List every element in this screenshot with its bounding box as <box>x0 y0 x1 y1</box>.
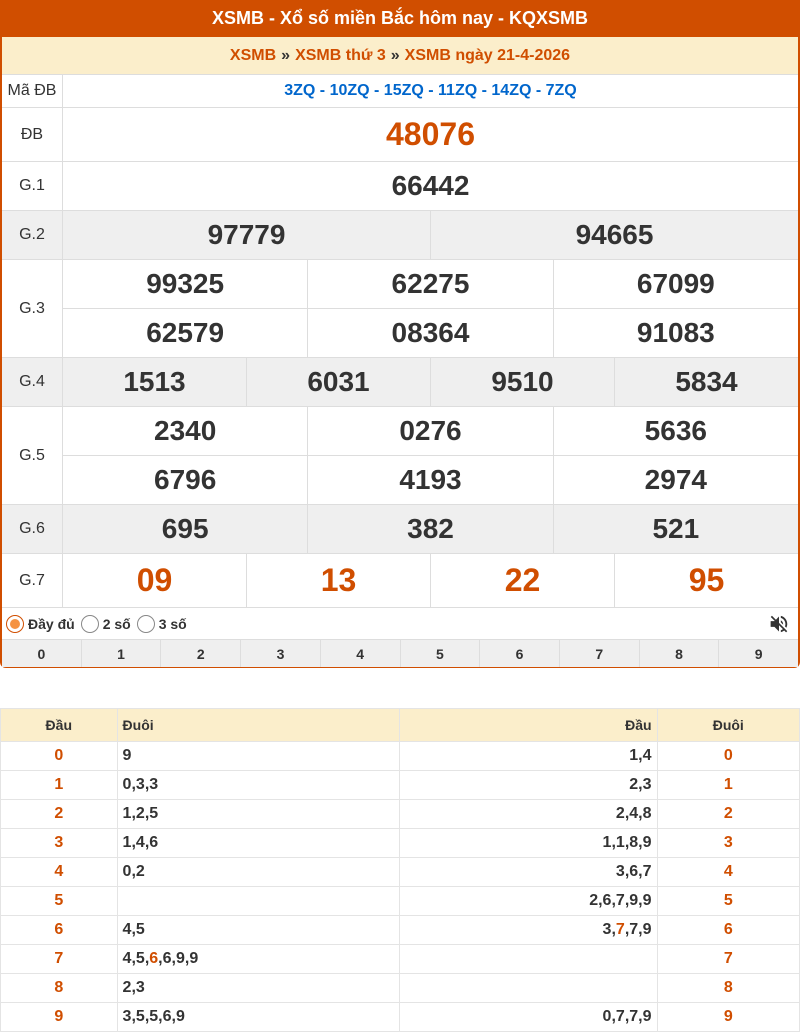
loto-digit: 8 <box>629 834 639 851</box>
loto-digit: 2 <box>615 805 625 822</box>
duoi-digit: 5 <box>657 887 799 916</box>
prize-number: 5636 <box>553 407 798 455</box>
loto-digit: 7 <box>615 892 625 909</box>
prize-number: 66442 <box>391 170 470 201</box>
loto-digit: 0 <box>602 1008 612 1025</box>
duoi-list: 4,5 <box>117 916 399 945</box>
loto-digit: 5 <box>149 805 159 822</box>
loto-digit: 3 <box>615 863 625 880</box>
table-row <box>1 742 800 771</box>
breadcrumb-xsmb[interactable]: XSMB <box>229 46 277 64</box>
breadcrumb-date[interactable]: XSMB ngày 21-4-2026 <box>404 46 571 64</box>
loto-digit: 9 <box>175 1008 185 1025</box>
duoi-digit: 0 <box>657 742 799 771</box>
table-row <box>1 829 800 858</box>
page-title: XSMB - Xổ số miền Bắc hôm nay - KQXSMB <box>0 0 800 37</box>
dau-list: 2,6,7,9,9 <box>399 887 657 916</box>
loto-digit: 4 <box>122 921 132 938</box>
loto-digit: 7 <box>615 921 625 938</box>
table-row <box>1 945 800 974</box>
loto-digit: 4 <box>642 747 652 764</box>
loto-digit: 7 <box>629 921 639 938</box>
loto-digit: 0 <box>122 776 132 793</box>
loto-digit: 9 <box>175 950 185 967</box>
display-options <box>2 608 798 640</box>
row-label: ĐB <box>2 108 63 161</box>
row-g7 <box>2 554 798 608</box>
digit-filter-button[interactable]: 0 <box>37 645 46 662</box>
loto-digit: 9 <box>189 950 199 967</box>
duoi-digit: 1 <box>657 771 799 800</box>
table-row <box>1 771 800 800</box>
header-dau: Đầu <box>1 709 118 742</box>
loto-digit: 9 <box>122 747 132 764</box>
option-full[interactable] <box>6 615 75 633</box>
prize-number: 2340 <box>154 415 217 446</box>
row-label: G.3 <box>2 260 63 357</box>
loto-digit: 5 <box>135 921 145 938</box>
table-row <box>1 974 800 1003</box>
loto-digit: 9 <box>642 1008 652 1025</box>
prize-number: 382 <box>307 505 552 553</box>
loto-digit: 1 <box>615 834 625 851</box>
loto-digit: 3 <box>122 1008 132 1025</box>
loto-digit: 8 <box>642 805 652 822</box>
dau-digit: 7 <box>1 945 118 974</box>
duoi-digit: 9 <box>657 1003 799 1032</box>
prize-number: 62579 <box>146 317 225 348</box>
row-label: G.1 <box>2 162 63 210</box>
row-g5 <box>2 407 798 505</box>
loto-digit: 2 <box>135 863 145 880</box>
loto-digit: 2 <box>122 979 132 996</box>
loto-digit: 5 <box>135 950 145 967</box>
dau-list <box>399 945 657 974</box>
loto-digit: 9 <box>629 892 639 909</box>
loto-digit: 7 <box>615 1008 625 1025</box>
duoi-list <box>117 742 399 771</box>
digit-filter-button[interactable]: 2 <box>160 640 240 667</box>
loto-digit: 9 <box>642 834 652 851</box>
loto-digit: 1 <box>122 834 132 851</box>
loto-digit: 3 <box>642 776 652 793</box>
duoi-list: 1,4,6 <box>117 829 399 858</box>
row-label: Mã ĐB <box>2 75 63 107</box>
dau-digit: 0 <box>1 742 118 771</box>
duoi-list: 2,3 <box>117 974 399 1003</box>
dau-list: 0,7,7,9 <box>399 1003 657 1032</box>
row-label: G.2 <box>2 211 63 259</box>
row-ma-db <box>2 75 798 108</box>
row-label: G.5 <box>2 407 63 504</box>
prize-number: 6796 <box>154 464 217 495</box>
prize-number: 4193 <box>307 456 552 504</box>
header-dau: Đầu <box>399 709 657 742</box>
option-2-digits[interactable] <box>81 615 131 633</box>
table-row <box>1 800 800 829</box>
option-label: 2 số <box>102 615 131 632</box>
prize-number: 9510 <box>430 358 614 406</box>
option-label: Đầy đủ <box>28 615 75 632</box>
row-g3 <box>2 260 798 358</box>
loto-digit: 1 <box>122 805 132 822</box>
loto-digit: 5 <box>149 1008 159 1025</box>
dau-digit: 1 <box>1 771 118 800</box>
prize-number: 0276 <box>307 407 552 455</box>
duoi-list: 4,5,6,6,9,9 <box>117 945 399 974</box>
loto-digit: 3 <box>149 776 159 793</box>
loto-digit: 6 <box>149 834 159 851</box>
dau-list: 2,3 <box>399 771 657 800</box>
prize-number: 2974 <box>553 456 798 504</box>
digit-filter-button[interactable]: 7 <box>559 640 639 667</box>
table-row <box>1 1003 800 1032</box>
loto-digit: 4 <box>135 834 145 851</box>
duoi-digit: 7 <box>657 945 799 974</box>
loto-digit: 3 <box>135 776 145 793</box>
digit-filter-button[interactable]: 3 <box>240 640 320 667</box>
loto-table <box>0 708 800 1032</box>
ma-db-value: 3ZQ - 10ZQ - 15ZQ - 11ZQ - 14ZQ - 7ZQ <box>284 82 577 99</box>
loto-digit: 0 <box>122 863 132 880</box>
prize-number: 13 <box>246 554 430 607</box>
option-label: 3 số <box>158 615 187 632</box>
duoi-list: 0,3,3 <box>117 771 399 800</box>
header-duoi: Đuôi <box>117 709 399 742</box>
prize-number: 1513 <box>123 366 186 397</box>
loto-digit: 9 <box>642 892 652 909</box>
dau-list: 1,4 <box>399 742 657 771</box>
row-g1 <box>2 162 798 211</box>
row-g6 <box>2 505 798 554</box>
breadcrumb <box>2 37 798 75</box>
dau-list: 3,7,7,9 <box>399 916 657 945</box>
radio-button[interactable] <box>6 615 24 633</box>
loto-digit: 6 <box>149 950 159 967</box>
prize-number: 48076 <box>386 116 475 152</box>
loto-digit: 7 <box>642 863 652 880</box>
dau-digit: 5 <box>1 887 118 916</box>
digit-filter-bar <box>2 640 798 667</box>
dau-digit: 2 <box>1 800 118 829</box>
table-row <box>1 858 800 887</box>
row-g2 <box>2 211 798 260</box>
dau-list: 2,4,8 <box>399 800 657 829</box>
loto-digit: 3 <box>602 921 612 938</box>
duoi-list: 1,2,5 <box>117 800 399 829</box>
prize-number: 5834 <box>614 358 798 406</box>
loto-digit: 4 <box>122 950 132 967</box>
loto-digit: 3 <box>135 979 145 996</box>
dau-digit: 9 <box>1 1003 118 1032</box>
table-row <box>1 887 800 916</box>
loto-digit: 6 <box>602 892 612 909</box>
breadcrumb-weekday[interactable]: XSMB thứ 3 <box>295 46 386 64</box>
loto-digit: 6 <box>629 863 639 880</box>
prize-number: 95 <box>614 554 798 607</box>
row-label: G.4 <box>2 358 63 406</box>
duoi-digit: 8 <box>657 974 799 1003</box>
duoi-list: 3,5,5,6,9 <box>117 1003 399 1032</box>
breadcrumb-separator: » <box>281 46 291 64</box>
duoi-digit: 3 <box>657 829 799 858</box>
prize-number: 09 <box>136 562 173 598</box>
loto-digit: 6 <box>162 950 172 967</box>
digit-filter-button[interactable]: 8 <box>639 640 719 667</box>
radio-button[interactable] <box>81 615 99 633</box>
dau-list: 3,6,7 <box>399 858 657 887</box>
prize-number: 67099 <box>553 260 798 308</box>
prize-number: 08364 <box>307 309 552 357</box>
prize-number: 22 <box>430 554 614 607</box>
prize-number: 97779 <box>207 219 286 250</box>
prize-number: 94665 <box>430 211 798 259</box>
digit-filter-button[interactable]: 1 <box>81 640 161 667</box>
loto-header-row <box>1 709 800 742</box>
digit-filter-button[interactable]: 9 <box>718 640 798 667</box>
prize-number: 695 <box>161 513 209 544</box>
row-g4 <box>2 358 798 407</box>
prize-number: 99325 <box>146 268 225 299</box>
dau-digit: 4 <box>1 858 118 887</box>
dau-list: 1,1,8,9 <box>399 829 657 858</box>
loto-digit: 6 <box>162 1008 172 1025</box>
duoi-digit: 2 <box>657 800 799 829</box>
digit-filter-button[interactable]: 5 <box>400 640 480 667</box>
row-db <box>2 108 798 162</box>
option-3-digits[interactable] <box>137 615 187 633</box>
table-row <box>1 916 800 945</box>
prize-number: 6031 <box>246 358 430 406</box>
speaker-muted-icon[interactable] <box>768 613 790 635</box>
loto-digit: 9 <box>642 921 652 938</box>
loto-digit: 5 <box>135 1008 145 1025</box>
dau-list <box>399 974 657 1003</box>
loto-digit: 2 <box>135 805 145 822</box>
breadcrumb-separator: » <box>390 46 400 64</box>
loto-digit: 2 <box>589 892 599 909</box>
digit-filter-button[interactable]: 6 <box>479 640 559 667</box>
prize-number: 91083 <box>553 309 798 357</box>
header-duoi: Đuôi <box>657 709 799 742</box>
digit-filter-button[interactable]: 4 <box>320 640 400 667</box>
loto-digit: 7 <box>629 1008 639 1025</box>
prize-number: 521 <box>553 505 798 553</box>
duoi-list <box>117 887 399 916</box>
dau-digit: 6 <box>1 916 118 945</box>
loto-digit: 1 <box>629 747 639 764</box>
row-label: G.7 <box>2 554 63 607</box>
dau-digit: 8 <box>1 974 118 1003</box>
prize-number: 62275 <box>307 260 552 308</box>
loto-digit: 2 <box>629 776 639 793</box>
radio-button[interactable] <box>137 615 155 633</box>
duoi-list: 0,2 <box>117 858 399 887</box>
row-label: G.6 <box>2 505 63 553</box>
duoi-digit: 6 <box>657 916 799 945</box>
loto-digit: 4 <box>629 805 639 822</box>
loto-digit: 1 <box>602 834 612 851</box>
dau-digit: 3 <box>1 829 118 858</box>
duoi-digit: 4 <box>657 858 799 887</box>
